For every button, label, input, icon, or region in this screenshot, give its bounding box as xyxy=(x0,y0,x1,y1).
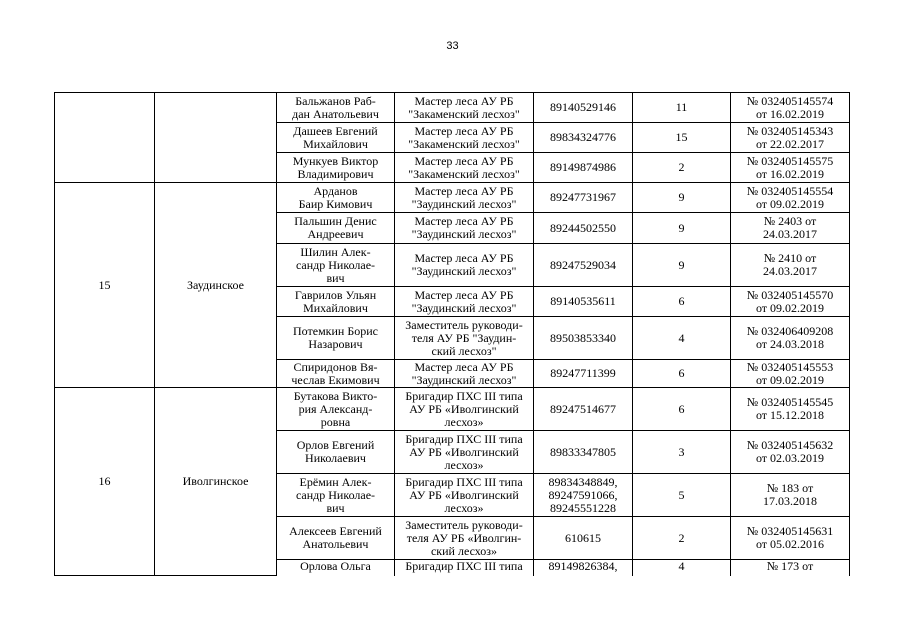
position-cell: Бригадир ПХС III типа xyxy=(395,560,534,576)
count-cell: 9 xyxy=(633,244,731,287)
table-body xyxy=(55,93,850,576)
phone-cell: 89140529146 xyxy=(534,93,633,123)
document-cell: № 032405145343 от 22.02.2017 xyxy=(731,123,850,153)
person-name-cell: Пальшин Денис Андреевич xyxy=(277,213,395,244)
person-name-cell: Потемкин Борис Назарович xyxy=(277,317,395,360)
position-cell: Мастер леса АУ РБ "Заудинский лесхоз" xyxy=(395,360,534,388)
count-cell: 4 xyxy=(633,560,731,576)
document-cell: № 032405145631 от 05.02.2016 xyxy=(731,517,850,560)
table-row xyxy=(55,388,850,431)
group-number-cell: 15 xyxy=(55,183,155,388)
count-cell: 2 xyxy=(633,153,731,183)
count-cell: 11 xyxy=(633,93,731,123)
person-name-cell: Шилин Алек- сандр Николае- вич xyxy=(277,244,395,287)
forestry-name-cell: Иволгинское xyxy=(155,388,277,576)
person-name-cell: Орлов Евгений Николаевич xyxy=(277,431,395,474)
forestry-name-cell: Заудинское xyxy=(155,183,277,388)
position-cell: Мастер леса АУ РБ "Заудинский лесхоз" xyxy=(395,287,534,317)
document-cell: № 032405145554 от 09.02.2019 xyxy=(731,183,850,213)
phone-cell: 89503853340 xyxy=(534,317,633,360)
phone-cell: 89149874986 xyxy=(534,153,633,183)
position-cell: Бригадир ПХС III типа АУ РБ «Иволгинский лесхоз» xyxy=(395,431,534,474)
document-cell: № 032405145575 от 16.02.2019 xyxy=(731,153,850,183)
phone-cell: 610615 xyxy=(534,517,633,560)
person-name-cell: Арданов Баир Кимович xyxy=(277,183,395,213)
position-cell: Бригадир ПХС III типа АУ РБ «Иволгинский лесхоз» xyxy=(395,388,534,431)
group-number-cell xyxy=(55,93,155,183)
phone-cell: 89140535611 xyxy=(534,287,633,317)
person-name-cell: Ерёмин Алек- сандр Николае- вич xyxy=(277,474,395,517)
person-name-cell: Бальжанов Раб- дан Анатольевич xyxy=(277,93,395,123)
page-number: 33 xyxy=(446,40,459,52)
document-cell: № 183 от 17.03.2018 xyxy=(731,474,850,517)
phone-cell: 89833347805 xyxy=(534,431,633,474)
document-cell: № 173 от xyxy=(731,560,850,576)
position-cell: Бригадир ПХС III типа АУ РБ «Иволгинский лесхоз» xyxy=(395,474,534,517)
document-cell: № 032405145574 от 16.02.2019 xyxy=(731,93,850,123)
phone-cell: 89247711399 xyxy=(534,360,633,388)
count-cell: 4 xyxy=(633,317,731,360)
position-cell: Мастер леса АУ РБ "Закаменский лесхоз" xyxy=(395,123,534,153)
count-cell: 5 xyxy=(633,474,731,517)
position-cell: Мастер леса АУ РБ "Закаменский лесхоз" xyxy=(395,153,534,183)
count-cell: 6 xyxy=(633,287,731,317)
foresters-table xyxy=(54,92,850,576)
position-cell: Заместитель руководи- теля АУ РБ "Заудин- ский лесхоз" xyxy=(395,317,534,360)
table-row xyxy=(55,93,850,123)
person-name-cell: Гаврилов Ульян Михайлович xyxy=(277,287,395,317)
position-cell: Мастер леса АУ РБ "Заудинский лесхоз" xyxy=(395,183,534,213)
phone-cell: 89244502550 xyxy=(534,213,633,244)
phone-cell: 89247731967 xyxy=(534,183,633,213)
document-cell: № 2403 от 24.03.2017 xyxy=(731,213,850,244)
table-row xyxy=(55,183,850,213)
count-cell: 3 xyxy=(633,431,731,474)
count-cell: 6 xyxy=(633,388,731,431)
count-cell: 15 xyxy=(633,123,731,153)
person-name-cell: Бутакова Викто- рия Александ- ровна xyxy=(277,388,395,431)
position-cell: Заместитель руководи- теля АУ РБ «Иволгин- ский лесхоз» xyxy=(395,517,534,560)
person-name-cell: Мункуев Виктор Владимирович xyxy=(277,153,395,183)
document-cell: № 2410 от 24.03.2017 xyxy=(731,244,850,287)
document-cell: № 032406409208 от 24.03.2018 xyxy=(731,317,850,360)
position-cell: Мастер леса АУ РБ "Заудинский лесхоз" xyxy=(395,244,534,287)
document-cell: № 032405145632 от 02.03.2019 xyxy=(731,431,850,474)
person-name-cell: Спиридонов Вя- чеслав Екимович xyxy=(277,360,395,388)
document-cell: № 032405145570 от 09.02.2019 xyxy=(731,287,850,317)
count-cell: 9 xyxy=(633,183,731,213)
document-cell: № 032405145545 от 15.12.2018 xyxy=(731,388,850,431)
phone-cell: 89247529034 xyxy=(534,244,633,287)
document-cell: № 032405145553 от 09.02.2019 xyxy=(731,360,850,388)
person-name-cell: Алексеев Евгений Анатольевич xyxy=(277,517,395,560)
forestry-name-cell xyxy=(155,93,277,183)
phone-cell: 89149826384, xyxy=(534,560,633,576)
count-cell: 2 xyxy=(633,517,731,560)
position-cell: Мастер леса АУ РБ "Закаменский лесхоз" xyxy=(395,93,534,123)
count-cell: 6 xyxy=(633,360,731,388)
phone-cell: 89834348849, 89247591066, 89245551228 xyxy=(534,474,633,517)
group-number-cell: 16 xyxy=(55,388,155,576)
count-cell: 9 xyxy=(633,213,731,244)
position-cell: Мастер леса АУ РБ "Заудинский лесхоз" xyxy=(395,213,534,244)
phone-cell: 89247514677 xyxy=(534,388,633,431)
phone-cell: 89834324776 xyxy=(534,123,633,153)
person-name-cell: Орлова Ольга xyxy=(277,560,395,576)
person-name-cell: Дашеев Евгений Михайлович xyxy=(277,123,395,153)
